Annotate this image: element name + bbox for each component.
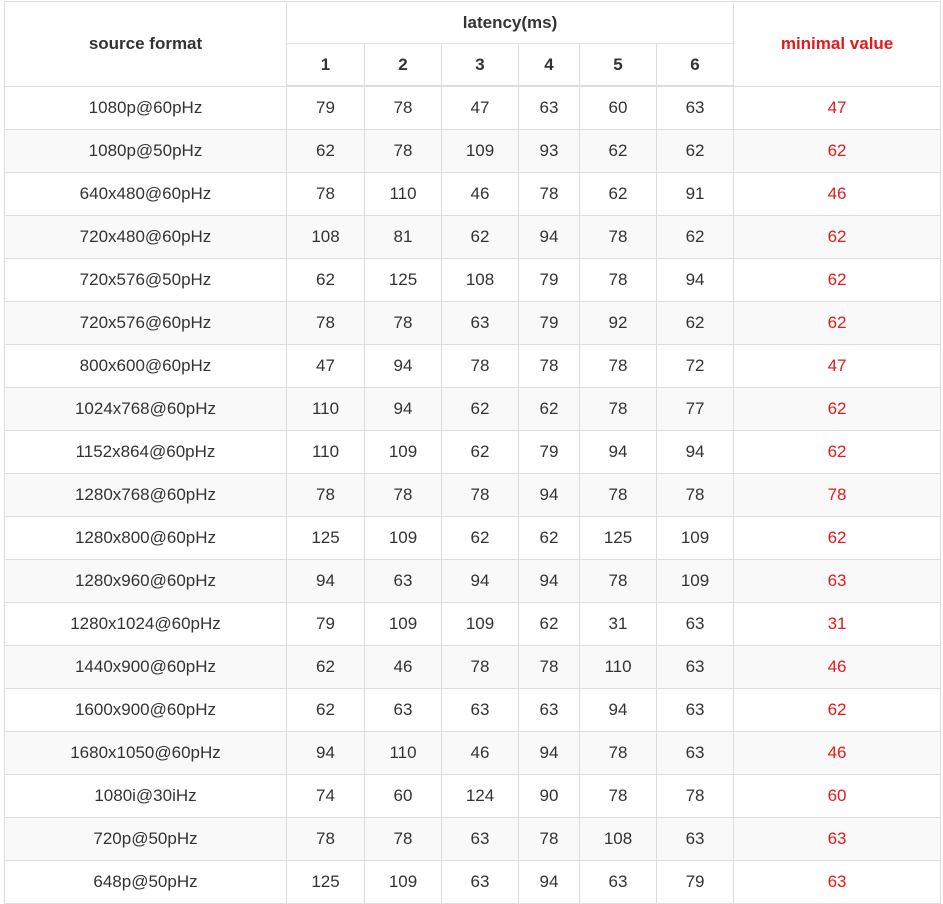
minimal-value-cell: 47 [734, 86, 941, 130]
table-row [5, 861, 941, 904]
latency-cell-run-1: 78 [287, 474, 365, 517]
latency-cell-run-2: 46 [365, 646, 442, 689]
latency-cell-run-2: 78 [365, 302, 442, 345]
latency-cell-run-5: 60 [580, 86, 657, 130]
latency-cell-run-1: 74 [287, 775, 365, 818]
minimal-value-cell: 62 [734, 216, 941, 259]
table-row [5, 646, 941, 689]
latency-cell-run-2: 63 [365, 689, 442, 732]
latency-cell-run-6: 91 [657, 173, 734, 216]
latency-cell-run-1: 78 [287, 173, 365, 216]
minimal-value-cell: 62 [734, 259, 941, 302]
latency-cell-run-3: 46 [442, 173, 519, 216]
latency-cell-run-2: 125 [365, 259, 442, 302]
source-format-cell: 1152x864@60pHz [5, 431, 287, 474]
latency-cell-run-2: 94 [365, 345, 442, 388]
latency-cell-run-4: 94 [519, 732, 580, 775]
latency-cell-run-6: 77 [657, 388, 734, 431]
source-format-cell: 1440x900@60pHz [5, 646, 287, 689]
source-format-cell: 1024x768@60pHz [5, 388, 287, 431]
table-row [5, 603, 941, 646]
latency-cell-run-6: 63 [657, 689, 734, 732]
latency-cell-run-3: 63 [442, 302, 519, 345]
latency-cell-run-2: 109 [365, 861, 442, 904]
latency-cell-run-5: 78 [580, 560, 657, 603]
source-format-cell: 648p@50pHz [5, 861, 287, 904]
source-format-cell: 1080p@60pHz [5, 86, 287, 130]
latency-cell-run-5: 94 [580, 431, 657, 474]
source-format-cell: 1280x768@60pHz [5, 474, 287, 517]
minimal-value-cell: 62 [734, 517, 941, 560]
latency-cell-run-1: 78 [287, 818, 365, 861]
latency-cell-run-2: 78 [365, 86, 442, 130]
minimal-value-cell: 63 [734, 861, 941, 904]
latency-cell-run-3: 46 [442, 732, 519, 775]
latency-cell-run-6: 63 [657, 603, 734, 646]
latency-cell-run-5: 92 [580, 302, 657, 345]
latency-cell-run-6: 72 [657, 345, 734, 388]
latency-cell-run-6: 78 [657, 474, 734, 517]
latency-cell-run-3: 62 [442, 517, 519, 560]
latency-cell-run-5: 94 [580, 689, 657, 732]
latency-cell-run-6: 109 [657, 560, 734, 603]
latency-cell-run-3: 63 [442, 818, 519, 861]
run-header-1: 1 [287, 44, 365, 87]
latency-cell-run-1: 125 [287, 861, 365, 904]
minimal-value-header: minimal value [734, 2, 941, 87]
latency-table [4, 1, 941, 904]
minimal-value-cell: 78 [734, 474, 941, 517]
minimal-value-cell: 62 [734, 431, 941, 474]
latency-cell-run-6: 109 [657, 517, 734, 560]
latency-cell-run-4: 94 [519, 216, 580, 259]
latency-cell-run-5: 62 [580, 130, 657, 173]
table-row [5, 302, 941, 345]
minimal-value-cell: 47 [734, 345, 941, 388]
source-format-cell: 1080p@50pHz [5, 130, 287, 173]
latency-cell-run-1: 47 [287, 345, 365, 388]
source-format-cell: 640x480@60pHz [5, 173, 287, 216]
latency-cell-run-1: 125 [287, 517, 365, 560]
latency-cell-run-1: 94 [287, 732, 365, 775]
latency-cell-run-4: 62 [519, 388, 580, 431]
latency-cell-run-1: 79 [287, 603, 365, 646]
table-row [5, 775, 941, 818]
latency-cell-run-3: 109 [442, 130, 519, 173]
latency-cell-run-6: 94 [657, 259, 734, 302]
latency-cell-run-6: 62 [657, 302, 734, 345]
source-format-cell: 720p@50pHz [5, 818, 287, 861]
latency-cell-run-1: 62 [287, 259, 365, 302]
minimal-value-cell: 62 [734, 689, 941, 732]
latency-cell-run-2: 78 [365, 130, 442, 173]
latency-cell-run-2: 94 [365, 388, 442, 431]
run-header-3: 3 [442, 44, 519, 87]
run-header-4: 4 [519, 44, 580, 87]
latency-cell-run-6: 78 [657, 775, 734, 818]
latency-cell-run-5: 78 [580, 259, 657, 302]
source-format-cell: 800x600@60pHz [5, 345, 287, 388]
table-row [5, 689, 941, 732]
table-row [5, 732, 941, 775]
latency-cell-run-5: 78 [580, 388, 657, 431]
latency-cell-run-4: 79 [519, 259, 580, 302]
latency-cell-run-3: 62 [442, 388, 519, 431]
latency-cell-run-4: 78 [519, 818, 580, 861]
latency-cell-run-1: 62 [287, 130, 365, 173]
latency-cell-run-5: 62 [580, 173, 657, 216]
latency-cell-run-5: 78 [580, 474, 657, 517]
latency-cell-run-4: 94 [519, 560, 580, 603]
latency-table-container [4, 1, 940, 904]
latency-cell-run-2: 110 [365, 732, 442, 775]
latency-cell-run-2: 109 [365, 431, 442, 474]
latency-cell-run-5: 78 [580, 216, 657, 259]
latency-cell-run-3: 47 [442, 86, 519, 130]
latency-cell-run-5: 78 [580, 775, 657, 818]
latency-cell-run-1: 110 [287, 388, 365, 431]
latency-cell-run-4: 78 [519, 345, 580, 388]
table-row [5, 388, 941, 431]
latency-cell-run-6: 94 [657, 431, 734, 474]
run-header-6: 6 [657, 44, 734, 87]
table-row [5, 560, 941, 603]
latency-cell-run-2: 110 [365, 173, 442, 216]
latency-cell-run-3: 63 [442, 689, 519, 732]
source-format-cell: 1280x960@60pHz [5, 560, 287, 603]
minimal-value-cell: 46 [734, 646, 941, 689]
table-row [5, 818, 941, 861]
source-format-cell: 720x576@50pHz [5, 259, 287, 302]
run-header-2: 2 [365, 44, 442, 87]
latency-cell-run-4: 79 [519, 302, 580, 345]
latency-cell-run-1: 110 [287, 431, 365, 474]
latency-cell-run-4: 90 [519, 775, 580, 818]
minimal-value-cell: 62 [734, 388, 941, 431]
latency-cell-run-5: 110 [580, 646, 657, 689]
latency-cell-run-1: 62 [287, 646, 365, 689]
latency-cell-run-6: 63 [657, 86, 734, 130]
latency-cell-run-3: 78 [442, 646, 519, 689]
minimal-value-cell: 60 [734, 775, 941, 818]
minimal-value-cell: 62 [734, 302, 941, 345]
latency-cell-run-2: 81 [365, 216, 442, 259]
table-body [5, 86, 941, 904]
latency-cell-run-4: 62 [519, 517, 580, 560]
latency-cell-run-3: 63 [442, 861, 519, 904]
latency-cell-run-4: 94 [519, 861, 580, 904]
minimal-value-cell: 46 [734, 732, 941, 775]
latency-cell-run-5: 108 [580, 818, 657, 861]
latency-cell-run-1: 79 [287, 86, 365, 130]
latency-cell-run-2: 63 [365, 560, 442, 603]
latency-cell-run-4: 79 [519, 431, 580, 474]
latency-cell-run-3: 124 [442, 775, 519, 818]
latency-cell-run-5: 63 [580, 861, 657, 904]
table-header [5, 2, 941, 87]
latency-cell-run-6: 62 [657, 216, 734, 259]
latency-cell-run-2: 78 [365, 818, 442, 861]
latency-cell-run-5: 31 [580, 603, 657, 646]
latency-cell-run-5: 78 [580, 345, 657, 388]
latency-cell-run-4: 63 [519, 86, 580, 130]
minimal-value-cell: 63 [734, 818, 941, 861]
latency-cell-run-5: 78 [580, 732, 657, 775]
latency-cell-run-6: 62 [657, 130, 734, 173]
latency-cell-run-4: 94 [519, 474, 580, 517]
minimal-value-cell: 46 [734, 173, 941, 216]
latency-header: latency(ms) [287, 2, 734, 44]
table-row [5, 345, 941, 388]
latency-cell-run-2: 60 [365, 775, 442, 818]
table-row [5, 517, 941, 560]
latency-cell-run-6: 79 [657, 861, 734, 904]
latency-cell-run-4: 78 [519, 173, 580, 216]
latency-cell-run-4: 63 [519, 689, 580, 732]
source-format-cell: 720x576@60pHz [5, 302, 287, 345]
latency-cell-run-5: 125 [580, 517, 657, 560]
minimal-value-cell: 63 [734, 560, 941, 603]
source-format-cell: 720x480@60pHz [5, 216, 287, 259]
source-format-header: source format [5, 2, 287, 87]
minimal-value-cell: 62 [734, 130, 941, 173]
latency-cell-run-1: 62 [287, 689, 365, 732]
source-format-cell: 1080i@30iHz [5, 775, 287, 818]
latency-cell-run-3: 78 [442, 474, 519, 517]
latency-cell-run-2: 78 [365, 474, 442, 517]
latency-cell-run-4: 93 [519, 130, 580, 173]
latency-cell-run-4: 62 [519, 603, 580, 646]
latency-cell-run-3: 109 [442, 603, 519, 646]
latency-cell-run-3: 78 [442, 345, 519, 388]
source-format-cell: 1680x1050@60pHz [5, 732, 287, 775]
table-row [5, 130, 941, 173]
latency-cell-run-2: 109 [365, 603, 442, 646]
table-row [5, 474, 941, 517]
latency-cell-run-1: 108 [287, 216, 365, 259]
source-format-cell: 1280x1024@60pHz [5, 603, 287, 646]
table-row [5, 431, 941, 474]
latency-cell-run-1: 94 [287, 560, 365, 603]
latency-cell-run-3: 62 [442, 216, 519, 259]
table-row [5, 259, 941, 302]
table-row [5, 173, 941, 216]
table-row [5, 216, 941, 259]
latency-cell-run-3: 62 [442, 431, 519, 474]
source-format-cell: 1600x900@60pHz [5, 689, 287, 732]
latency-cell-run-3: 94 [442, 560, 519, 603]
latency-cell-run-2: 109 [365, 517, 442, 560]
source-format-cell: 1280x800@60pHz [5, 517, 287, 560]
latency-cell-run-6: 63 [657, 646, 734, 689]
minimal-value-cell: 31 [734, 603, 941, 646]
latency-cell-run-4: 78 [519, 646, 580, 689]
latency-cell-run-6: 63 [657, 818, 734, 861]
latency-cell-run-3: 108 [442, 259, 519, 302]
run-header-5: 5 [580, 44, 657, 87]
table-row [5, 86, 941, 130]
latency-cell-run-1: 78 [287, 302, 365, 345]
latency-cell-run-6: 63 [657, 732, 734, 775]
